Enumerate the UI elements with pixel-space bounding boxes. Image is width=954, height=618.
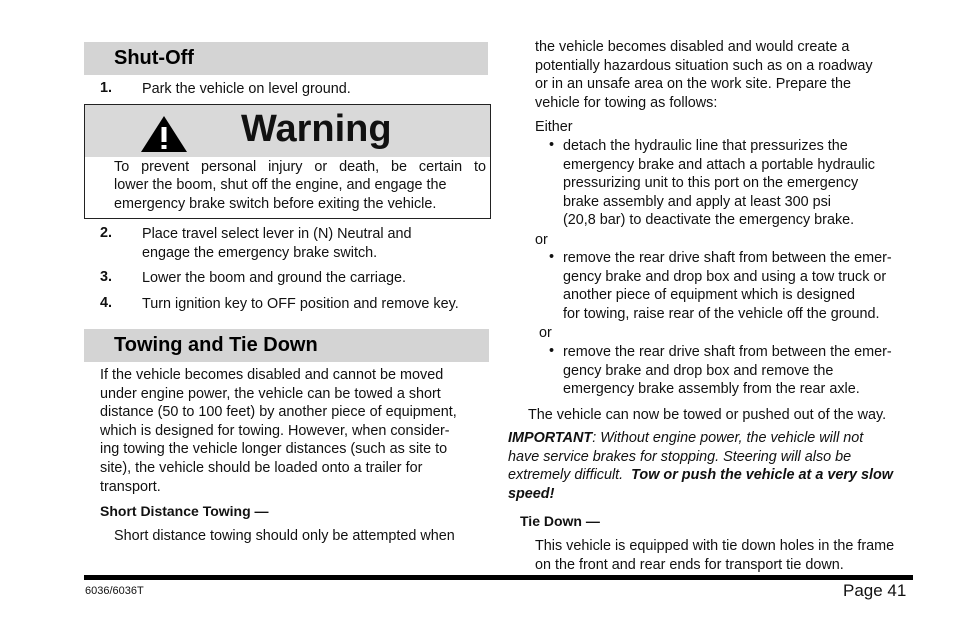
bullet-line: gency brake and drop box and remove the [563,362,834,379]
bullet-3 [563,343,933,399]
bullet-line: another piece of equipment which is designed [563,287,856,304]
bullet-line: pressurizing unit to this port on the emergency [563,175,859,192]
tie-down-heading: Tie Down — [520,513,600,529]
either-label: Either [535,119,573,135]
tie-down-body [535,537,935,574]
step-text: Lower the boom and ground the carriage. [142,270,406,286]
important-label: IMPORTANT [508,430,593,446]
step-text: Place travel select lever in (N) Neutral and [142,226,412,242]
towing-heading-bar [84,329,489,362]
bullet-line: remove the rear drive shaft from between the emer- [563,344,892,360]
footer-model: 6036/6036T [85,585,144,597]
important-note [508,429,938,503]
step-text: Turn ignition key to OFF position and remove key. [142,296,459,312]
bullet-line: remove the rear drive shaft from between the emer- [563,250,892,266]
bullet-2 [563,249,933,323]
shutoff-heading-bar [84,42,488,75]
right-line: potentially hazardous situation such as on a roadway [535,57,873,74]
bullet-line: (20,8 bar) to deactivate the emergency brake. [563,212,855,229]
important-text: : Without engine power, the vehicle will not [592,430,864,446]
right-line: vehicle for towing as follows: [535,94,718,111]
bullet-line: emergency brake assembly from the rear axle. [563,381,860,398]
right-line: the vehicle becomes disabled and would create a [535,39,850,55]
bullet-icon: • [549,137,555,153]
step-number: 4. [100,295,113,311]
short-distance-heading: Short Distance Towing — [100,503,269,519]
intro-line: under engine power, the vehicle can be towed a short [100,385,441,402]
warning-body [114,158,486,213]
or-label-2: or [539,325,552,341]
step-text: engage the emergency brake switch. [142,245,378,261]
step-number: 2. [100,225,113,241]
important-emphasis: speed! [508,485,555,502]
important-text: have service brakes for stopping. Steering will also be [508,448,852,465]
or-label-1: or [535,232,548,248]
tie-down-line: This vehicle is equipped with tie down holes in the frame [535,538,895,554]
step-number: 3. [100,269,113,285]
towing-intro [100,366,495,496]
step-number: 1. [100,80,113,96]
warning-line: To prevent personal injury or death, be certain to [114,159,486,175]
towing-heading: Towing and Tie Down [114,334,318,356]
tie-down-line: on the front and rear ends for transport tie down. [535,556,844,573]
page-number: Page 41 [843,581,907,600]
bullet-line: gency brake and drop box and using a tow truck or [563,268,887,285]
intro-line: distance (50 to 100 feet) by another piece of equipment, [100,404,457,421]
warning-header [85,105,490,157]
warning-box [84,104,491,219]
important-text: extremely difficult. [508,467,632,484]
intro-line: ing towing the vehicle longer distances (such as site to [100,441,448,458]
shutoff-heading: Shut-Off [114,47,194,69]
warning-title: Warning [241,108,392,150]
bullet-line: emergency brake and attach a portable hydraulic [563,156,875,173]
intro-line: If the vehicle becomes disabled and cannot be moved [100,367,444,383]
step-text: Park the vehicle on level ground. [142,81,351,97]
bullet-1 [563,137,933,230]
bullet-line: brake assembly and apply at least 300 psi [563,193,831,210]
bullet-icon: • [549,343,555,359]
bullet-line: detach the hydraulic line that pressurizes the [563,138,848,154]
important-emphasis: Tow or push the vehicle at a very slow [631,467,893,484]
short-distance-line: Short distance towing should only be attempted when [114,528,455,544]
warning-line: lower the boom, shut off the engine, and engage the [114,177,447,194]
intro-line: site), the vehicle should be loaded onto a trailer for [100,459,423,476]
warning-triangle-icon [140,115,188,153]
warning-line: emergency brake switch before exiting the vehicle. [114,195,437,212]
bullet-icon: • [549,249,555,265]
footer-rule [84,575,913,580]
right-line: or in an unsafe area on the work site. Prepare the [535,76,851,93]
can-now-text: The vehicle can now be towed or pushed out of the way. [528,407,887,423]
right-intro [535,38,915,112]
bullet-line: for towing, raise rear of the vehicle off the ground. [563,305,880,322]
intro-line: transport. [100,478,161,495]
intro-line: which is designed for towing. However, when consider- [100,422,450,439]
